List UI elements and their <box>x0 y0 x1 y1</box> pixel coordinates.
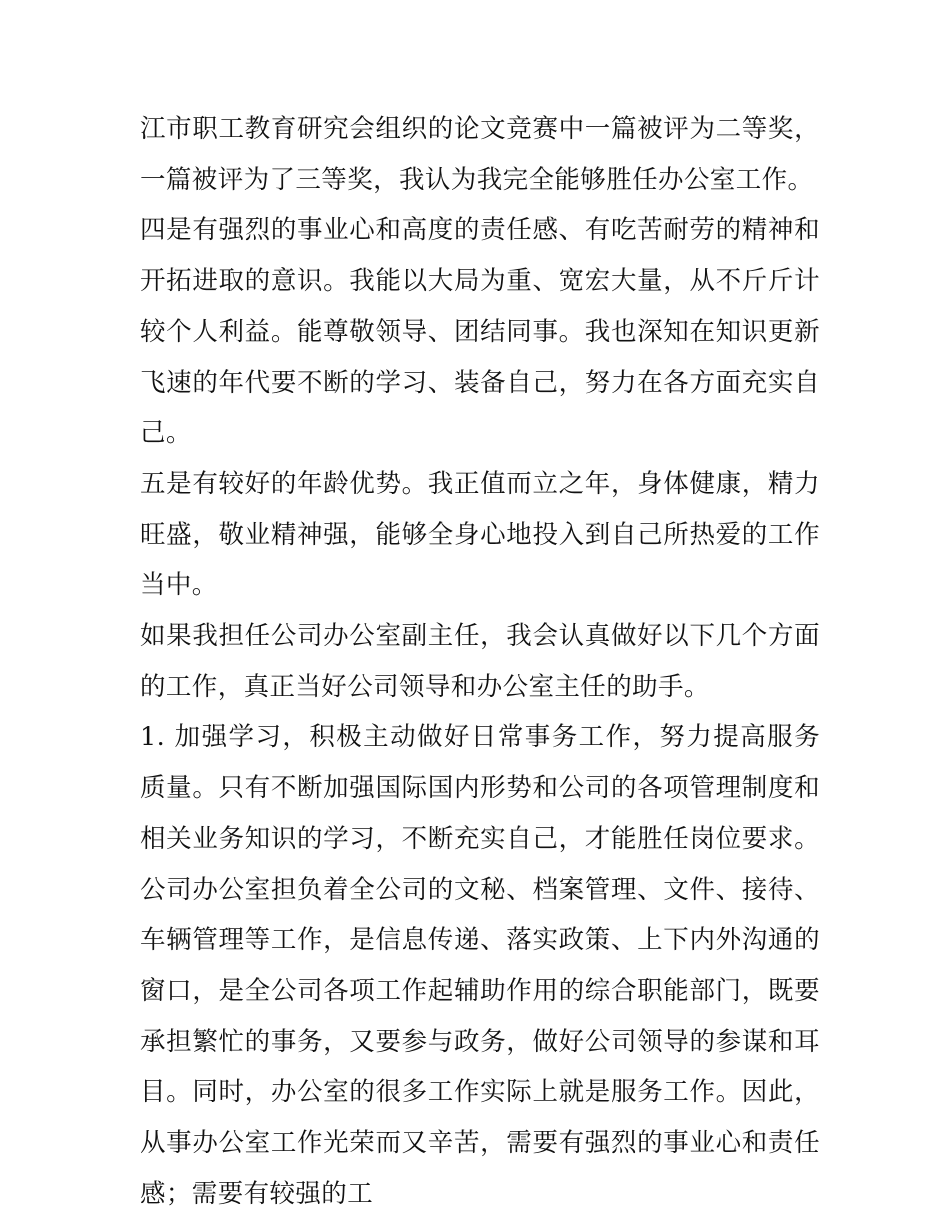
paragraph-point-five: 五是有较好的年龄优势。我正值而立之年，身体健康，精力旺盛，敬业精神强，能够全身心地投入到自己所热爱的工作当中。 <box>140 468 820 601</box>
paragraph-point-four: 四是有强烈的事业心和高度的责任感、有吃苦耐劳的精神和开拓进取的意识。我能以大局为重、宽宏大量，从不斤斤计较个人利益。能尊敬领导、团结同事。我也深知在知识更新飞速的年代要不断的学习、装备自己，努力在各方面充实自己。 <box>140 215 820 449</box>
paragraph-item-one: 1. 加强学习，积极主动做好日常事务工作，努力提高服务质量。只有不断加强国际国内形势和公司的各项管理制度和相关业务知识的学习，不断充实自己，才能胜任岗位要求。公司办公室担负着全公司的文秘、档案管理、文件、接待、车辆管理等工作，是信息传递、落实政策、上下内外沟通的窗口，是全公司各项工作起辅助作用的综合职能部门，既要承担繁忙的事务，又要参与政务，做好公司领导的参谋和耳目。同时，办公室的很多工作实际上就是服务工作。因此，从事办公室工作光荣而又辛苦，需要有强烈的事业心和责任感；需要有较强的工 <box>140 722 820 1209</box>
paragraph-intro-plan: 如果我担任公司办公室副主任，我会认真做好以下几个方面的工作，真正当好公司领导和办公室主任的助手。 <box>140 621 820 702</box>
paragraph-continuation: 江市职工教育研究会组织的论文竞赛中一篇被评为二等奖，一篇被评为了三等奖，我认为我完全能够胜任办公室工作。 <box>140 114 820 195</box>
document-body <box>140 104 820 1219</box>
